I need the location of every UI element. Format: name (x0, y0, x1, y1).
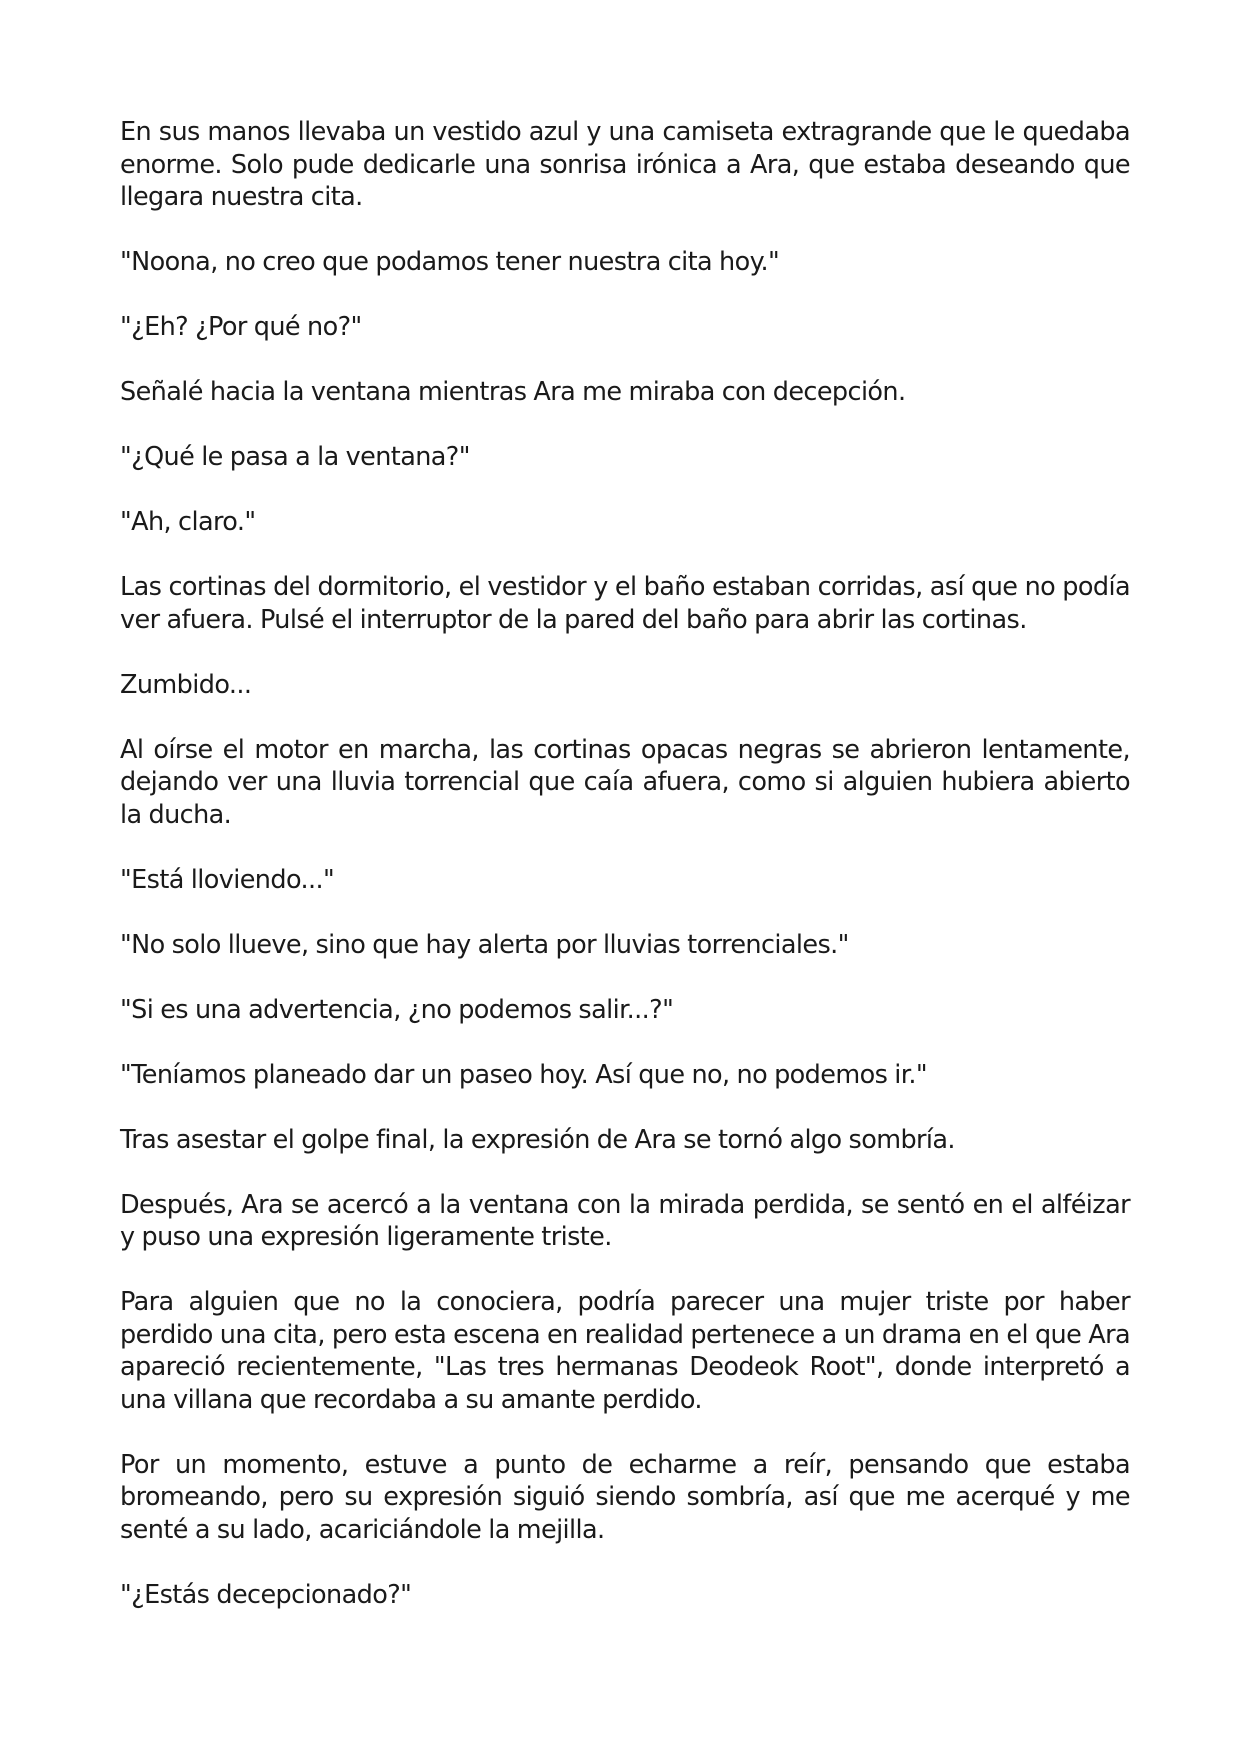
paragraph: "¿Eh? ¿Por qué no?" (120, 312, 362, 342)
paragraph: En sus manos llevaba un vestido azul y una camiseta extragrande que le quedaba enorme. Solo pude dedicarle una sonrisa irónica a Ara, que estaba deseando que llegara nuestra cita. (120, 117, 1130, 212)
paragraph: "¿Estás decepcionado?" (120, 1579, 412, 1610)
document-body (120, 116, 1130, 1644)
paragraph: "Teníamos planeado dar un paseo hoy. Así que no, no podemos ir." (120, 1059, 927, 1090)
paragraph: "Noona, no creo que podamos tener nuestra cita hoy." (120, 247, 780, 277)
paragraph: "¿Qué le pasa a la ventana?" (120, 442, 470, 472)
paragraph: Las cortinas del dormitorio, el vestidor y el baño estaban corridas, así que no podía ver afuera. Pulsé el interruptor de la pared del baño para abrir las cortinas. (120, 572, 1130, 635)
paragraph: Señalé hacia la ventana mientras Ara me miraba con decepción. (120, 377, 906, 407)
paragraph: Zumbido... (120, 669, 252, 700)
paragraph: "No solo llueve, sino que hay alerta por lluvias torrenciales." (120, 929, 849, 960)
paragraph: Después, Ara se acercó a la ventana con la mirada perdida, se sentó en el alféizar y puso una expresión ligeramente triste. (120, 1189, 1130, 1252)
paragraph: Para alguien que no la conociera, podría parecer una mujer triste por haber perdido una cita, pero esta escena en realidad pertenece a un drama en el que Ara apareció recientemente, "Las tres hermanas Deodeok Root", donde interpretó a una villana que recordaba a su amante perdido. (120, 1287, 1130, 1415)
paragraph: Tras asestar el golpe final, la expresión de Ara se tornó algo sombría. (120, 1124, 955, 1155)
paragraph: "Está lloviendo..." (120, 864, 335, 895)
paragraph: "Si es una advertencia, ¿no podemos salir...?" (120, 994, 674, 1025)
paragraph: Por un momento, estuve a punto de echarme a reír, pensando que estaba bromeando, pero su expresión siguió siendo sombría, así que me acerqué y me senté a su lado, acariciándole la mejilla. (120, 1449, 1130, 1545)
paragraph: "Ah, claro." (120, 507, 256, 537)
paragraph: Al oírse el motor en marcha, las cortinas opacas negras se abrieron lentamente, dejando ver una lluvia torrencial que caía afuera, como si alguien hubiera abierto la ducha. (120, 734, 1130, 830)
